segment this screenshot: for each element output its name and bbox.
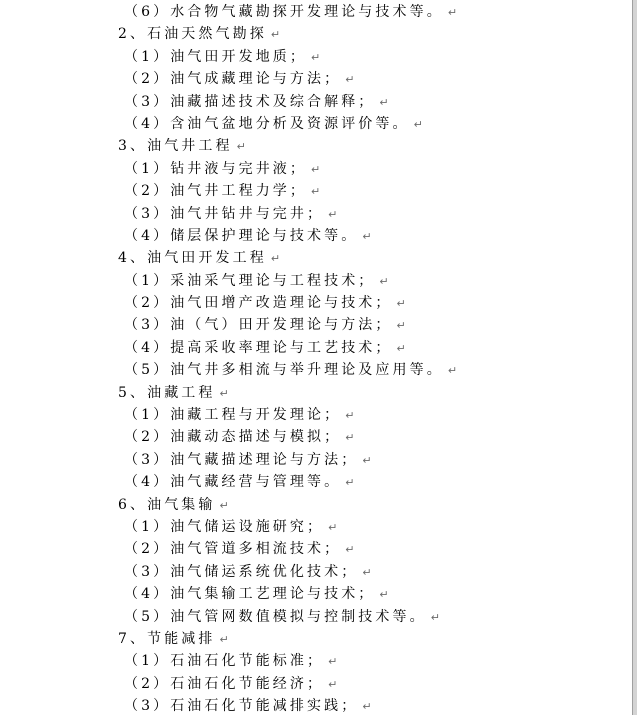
paragraph-mark-icon: ↵	[379, 274, 389, 288]
paragraph-mark-icon: ↵	[311, 162, 321, 176]
list-item	[0, 113, 632, 135]
paragraph-mark-icon: ↵	[345, 409, 355, 423]
paragraph-mark-icon: ↵	[396, 341, 406, 355]
section-heading-text: 7、节能减排	[118, 630, 216, 647]
paragraph-mark-icon: ↵	[345, 543, 355, 557]
paragraph-mark-icon: ↵	[430, 610, 440, 624]
list-item-text: （5）油气管网数值模拟与控制技术等。	[124, 608, 427, 625]
list-item	[0, 46, 632, 68]
paragraph-mark-icon: ↵	[447, 6, 458, 19]
paragraph-mark-icon: ↵	[270, 252, 281, 266]
paragraph-mark-icon: ↵	[396, 319, 406, 333]
document-body	[0, 1, 632, 718]
list-item	[0, 449, 632, 471]
list-item	[0, 471, 632, 493]
paragraph-mark-icon: ↵	[345, 431, 355, 445]
section-heading	[0, 494, 632, 516]
list-item-text: （3）油气储运系统优化技术；	[124, 563, 359, 580]
list-item	[0, 68, 632, 90]
section-heading	[0, 23, 632, 45]
paragraph-mark-icon: ↵	[328, 520, 338, 534]
list-item	[0, 203, 632, 225]
paragraph-mark-icon: ↵	[236, 140, 246, 154]
list-item-text: （3）油气藏描述理论与方法；	[124, 451, 359, 468]
list-item-text: （5）油气井多相流与举升理论及应用等。	[124, 362, 444, 379]
list-item-text: （2）油气井工程力学；	[124, 183, 308, 200]
list-item	[0, 404, 632, 426]
paragraph-mark-icon: ↵	[362, 453, 372, 467]
paragraph-mark-icon: ↵	[328, 207, 338, 221]
list-item	[0, 538, 632, 560]
list-item	[0, 561, 632, 583]
paragraph-mark-icon: ↵	[345, 476, 355, 490]
list-item-text: （3）油（气）田开发理论与方法；	[124, 317, 393, 334]
list-item	[0, 270, 632, 292]
paragraph-mark-icon: ↵	[328, 677, 338, 691]
paragraph-mark-icon: ↵	[270, 28, 281, 42]
list-item	[0, 314, 632, 336]
paragraph-mark-icon: ↵	[345, 73, 355, 87]
list-item	[0, 292, 632, 314]
section-heading	[0, 382, 632, 404]
list-item-text: （1）油气田开发地质；	[124, 48, 308, 65]
list-item	[0, 695, 632, 717]
section-heading	[0, 247, 632, 269]
paragraph-mark-icon: ↵	[328, 655, 338, 669]
list-item	[0, 91, 632, 113]
paragraph-mark-icon: ↵	[362, 700, 372, 714]
paragraph-mark-icon: ↵	[362, 229, 372, 243]
list-item	[0, 337, 632, 359]
list-item-text: （2）油气田增产改造理论与技术；	[124, 295, 393, 312]
list-item	[0, 426, 632, 448]
list-item-text: （4）油气藏经营与管理等。	[124, 474, 342, 491]
list-item-text: （1）钻井液与完井液；	[124, 160, 308, 177]
list-item	[0, 516, 632, 538]
section-heading-text: 2、石油天然气勘探	[118, 26, 267, 43]
list-item-text: （1）油气储运设施研究；	[124, 518, 325, 535]
paragraph-mark-icon: ↵	[379, 588, 389, 602]
paragraph-mark-icon: ↵	[447, 364, 458, 378]
section-heading-text: 5、油藏工程	[118, 384, 216, 401]
list-item-text: （1）石油石化节能标准；	[124, 653, 325, 670]
list-item-text: （4）油气集输工艺理论与技术；	[124, 586, 376, 603]
list-item	[0, 225, 632, 247]
paragraph-mark-icon: ↵	[362, 565, 372, 579]
list-item	[0, 158, 632, 180]
list-item-text: （3）石油石化节能减排实践；	[124, 698, 359, 715]
list-item	[0, 1, 632, 23]
list-item-text: （1）油藏工程与开发理论；	[124, 407, 342, 424]
paragraph-mark-icon: ↵	[311, 185, 321, 199]
paragraph-mark-icon: ↵	[219, 632, 229, 646]
section-heading	[0, 135, 632, 157]
section-heading-text: 6、油气集输	[118, 496, 216, 513]
list-item	[0, 180, 632, 202]
list-item-text: （6）水合物气藏勘探开发理论与技术等。	[124, 4, 444, 20]
list-item-text: （4）提高采收率理论与工艺技术；	[124, 339, 393, 356]
list-item-text: （2）油气管道多相流技术；	[124, 541, 342, 558]
paragraph-mark-icon: ↵	[396, 297, 406, 311]
section-heading-text: 3、油气井工程	[118, 138, 233, 155]
paragraph-mark-icon: ↵	[219, 386, 229, 400]
list-item-text: （4）含油气盆地分析及资源评价等。	[124, 115, 410, 132]
list-item	[0, 359, 632, 381]
paragraph-mark-icon: ↵	[311, 50, 321, 64]
list-item	[0, 583, 632, 605]
paragraph-mark-icon: ↵	[379, 95, 389, 109]
list-item	[0, 606, 632, 628]
list-item-text: （4）储层保护理论与技术等。	[124, 227, 359, 244]
section-heading	[0, 628, 632, 650]
list-item	[0, 673, 632, 695]
list-item-text: （2）油藏动态描述与模拟；	[124, 429, 342, 446]
list-item-text: （3）油藏描述技术及综合解释；	[124, 93, 376, 110]
paragraph-mark-icon: ↵	[413, 117, 423, 131]
paragraph-mark-icon: ↵	[219, 498, 229, 512]
list-item	[0, 650, 632, 672]
list-item-text: （1）采油采气理论与工程技术；	[124, 272, 376, 289]
page-edge	[632, 0, 637, 715]
list-item-text: （2）油气成藏理论与方法；	[124, 71, 342, 88]
section-heading-text: 4、油气田开发工程	[118, 250, 267, 267]
list-item-text: （2）石油石化节能经济；	[124, 675, 325, 692]
list-item-text: （3）油气井钻井与完井；	[124, 205, 325, 222]
